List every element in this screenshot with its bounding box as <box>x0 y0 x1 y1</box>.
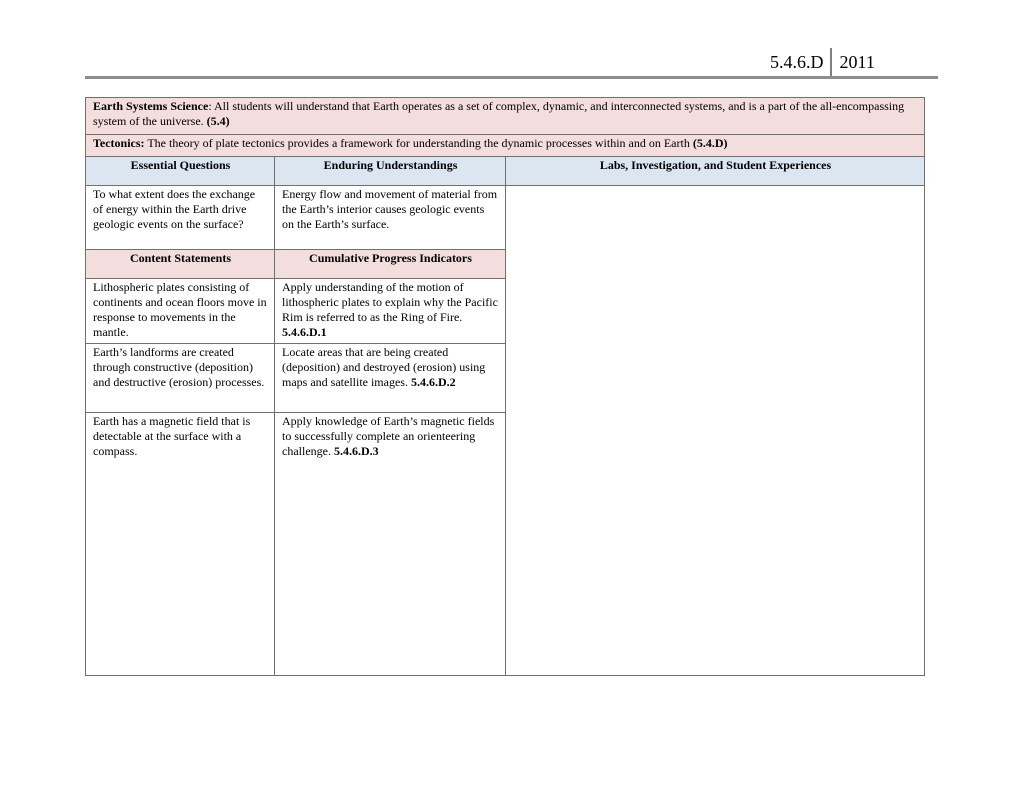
content-statement: Earth’s landforms are created through constructive (deposition) and destructive (erosion) processes. <box>86 344 275 413</box>
header-rule <box>85 76 938 79</box>
labs-header: Labs, Investigation, and Student Experiences <box>506 157 925 186</box>
standard-cell <box>86 98 925 135</box>
strand-text: The theory of plate tectonics provides a framework for understanding the dynamic processes within and on Earth <box>144 136 693 150</box>
standard-text: : All students will understand that Earth operates as a set of complex, dynamic, and interconnected systems, and is a part of the all-encompassing system of the universe. <box>93 99 905 128</box>
labs-cell <box>506 186 925 676</box>
cpi-cell <box>275 344 506 413</box>
standard-row <box>86 98 925 135</box>
enduring-understanding: Energy flow and movement of material from the Earth’s interior causes geologic events on the Earth’s surface. <box>275 186 506 250</box>
content-statements-header: Content Statements <box>86 250 275 279</box>
cpi-header: Cumulative Progress Indicators <box>275 250 506 279</box>
cpi-text: Locate areas that are being created (deposition) and destroyed (erosion) using maps and satellite images. <box>282 345 486 389</box>
strand-label: Tectonics: <box>93 136 145 150</box>
strand-code: (5.4.D) <box>692 136 728 150</box>
essential-question: To what extent does the exchange of energy within the Earth drive geologic events on the surface? <box>86 186 275 250</box>
essential-questions-header: Essential Questions <box>86 157 275 186</box>
column-header-row <box>86 157 925 186</box>
header-year: 2011 <box>839 51 875 72</box>
question-row <box>86 186 925 250</box>
standard-code: 5.4.6.D <box>770 51 824 72</box>
standard-label: Earth Systems Science <box>93 99 209 113</box>
strand-cell <box>86 135 925 157</box>
standards-table <box>85 97 925 676</box>
strand-row <box>86 135 925 157</box>
page-header <box>770 48 875 76</box>
cpi-code: 5.4.6.D.3 <box>333 444 379 458</box>
cpi-code: 5.4.6.D.2 <box>410 375 456 389</box>
cpi-text: Apply knowledge of Earth’s magnetic fields to successfully complete an orienteering challenge. <box>282 414 495 458</box>
header-divider <box>830 48 832 76</box>
cpi-code: 5.4.6.D.1 <box>282 325 327 339</box>
content-statement: Earth has a magnetic field that is detectable at the surface with a compass. <box>86 413 275 676</box>
content-statement: Lithospheric plates consisting of continents and ocean floors move in response to movements in the mantle. <box>86 279 275 344</box>
standard-code-ref: (5.4) <box>206 114 230 128</box>
enduring-understandings-header: Enduring Understandings <box>275 157 506 186</box>
cpi-text: Apply understanding of the motion of lithospheric plates to explain why the Pacific Rim is referred to as the Ring of Fire. <box>282 280 498 324</box>
cpi-cell <box>275 279 506 344</box>
cpi-cell <box>275 413 506 676</box>
